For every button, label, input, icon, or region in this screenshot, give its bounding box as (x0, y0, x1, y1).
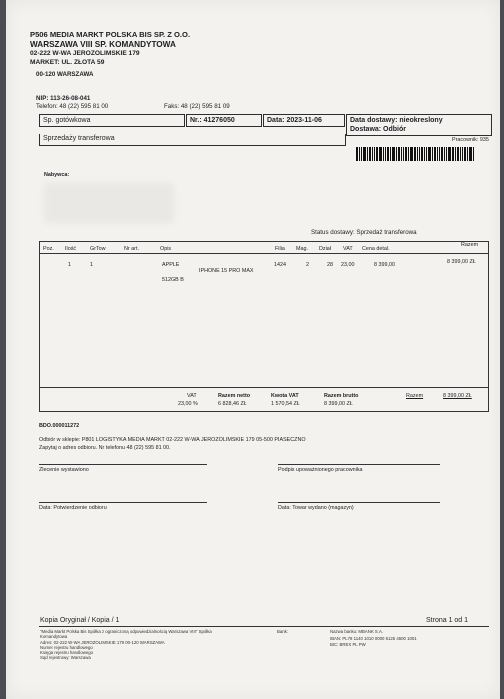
legal-line-3: Adres: 02-222 W-WA JEROZOLIMSKIE 179 00-120 WARSZAWA (40, 640, 165, 645)
totals-razem-value: 8 399,00 ZŁ (443, 393, 472, 399)
totals-vat-value: 23,00 % (178, 401, 198, 407)
document-date: Data: 2023-11-06 (267, 117, 322, 124)
totals-brutto-value: 8 399,00 ZŁ (324, 401, 353, 407)
company-city: 00-120 WARSZAWA (36, 71, 94, 78)
row-variant: 512GB B (162, 277, 184, 283)
barcode-bar (390, 147, 391, 161)
company-line-3: 02-222 W-WA JEROZOLIMSKIE 179 (30, 50, 140, 57)
buyer-label: Nabywca: (44, 172, 70, 178)
col-cena: Cena detal. (362, 246, 390, 252)
pickup-line-1: Odbiór w sklepie: P801 LOGISTYKA MEDIA MARKT 02-222 W-WA JEROZOLIMSKIE 179 05-500 PIASECZNO (39, 437, 306, 443)
company-phone: Telefon: 48 (22) 595 81 00 (36, 103, 109, 110)
barcode-bar (457, 147, 459, 161)
company-line-1: P506 MEDIA MARKT POLSKA BIS SP. Z O.O. (30, 30, 191, 39)
barcode-bar (383, 147, 384, 161)
row-mag: 2 (306, 262, 309, 268)
totals-kwota-value: 1 570,54 ZŁ (271, 401, 300, 407)
legal-line-4: Numer rejestru handlowego (40, 645, 93, 650)
company-line-4: MARKET: UL. ZŁOTA 59 (30, 59, 105, 66)
col-grtow: GrTow (90, 246, 106, 252)
bdo-number: BDO.000011272 (39, 423, 80, 429)
payment-box (39, 114, 185, 127)
col-nrart: Nr art. (124, 246, 139, 252)
row-name: IPHONE 15 PRO MAX (199, 268, 254, 274)
barcode-bar (361, 147, 362, 161)
bank-line-2: IBAN: PL78 1140 1010 0000 5125 4600 1001 (330, 636, 417, 641)
sig-issued: Zlecenie wystawiono (39, 467, 89, 473)
bank-line-3: BIC: BREX PL PW (330, 642, 366, 647)
row-vat: 23,00 (341, 262, 355, 268)
totals-brutto-label: Razem brutto (324, 393, 359, 399)
barcode-bar (385, 147, 386, 161)
bank-label: Bank: (277, 629, 288, 634)
barcode-icon (356, 147, 475, 161)
barcode-bar (396, 147, 397, 161)
barcode-bar (444, 147, 445, 161)
barcode-bar (376, 147, 378, 161)
page-number: Strona 1 od 1 (426, 617, 469, 624)
col-poz: Poz. (43, 246, 54, 252)
barcode-bar (446, 147, 447, 161)
bank-line-1: Nazwa banku: MBANK S.A. (330, 629, 384, 634)
barcode-bar (392, 147, 395, 161)
legal-line-6: Sąd rejestrowy: Warszawa (40, 655, 91, 660)
barcode-bar (460, 147, 461, 161)
col-ilosc: Ilość (65, 246, 77, 252)
col-opis: Opis (160, 246, 172, 252)
barcode-bar (441, 147, 443, 161)
delivery-box (346, 114, 492, 136)
totals-kwota-label: Kwota VAT (271, 393, 299, 399)
barcode-bar (414, 147, 416, 161)
delivery-status: Status dostawy: Sprzedaż transferowa (311, 229, 417, 236)
barcode-bar (437, 147, 438, 161)
col-razem: Razem (461, 242, 479, 248)
copy-label: Kopia Oryginał / Kopia / 1 (40, 617, 120, 624)
sig-authorized: Podpis upoważnionego pracownika (278, 467, 363, 473)
doc-type: Sprzedaży transferowa (43, 135, 115, 142)
barcode-bar (419, 147, 420, 161)
barcode-bar (387, 147, 389, 161)
row-filia: 1424 (274, 262, 286, 268)
barcode-bar (410, 147, 413, 161)
row-brand: APPLE (162, 262, 180, 268)
row-poz: 1 (68, 262, 71, 268)
totals-razem-label: Razem (406, 393, 424, 399)
barcode-bar (428, 147, 431, 161)
delivery-date: Data dostawy: nieokreslony (350, 117, 443, 124)
barcode-bar (462, 147, 463, 161)
barcode-bar (439, 147, 440, 161)
legal-line-1: "Media Markt Polska Bis Spółka z ograniczoną odpowiedzialnością Warszawa VIII" Spółka (40, 629, 212, 634)
employee-number: Pracownik: 935 (452, 137, 489, 143)
barcode-bar (455, 147, 456, 161)
barcode-bar (356, 147, 358, 161)
barcode-bar (464, 147, 466, 161)
barcode-bar (469, 147, 472, 161)
company-fax: Faks: 48 (22) 595 81 09 (164, 103, 230, 110)
date-box (263, 114, 345, 127)
barcode-bar (452, 147, 454, 161)
company-line-2: WARSZAWA VIII SP. KOMANDYTOWA (30, 40, 176, 49)
barcode-bar (434, 147, 436, 161)
barcode-bar (448, 147, 451, 161)
col-mag: Mag. (296, 246, 308, 252)
barcode-bar (417, 147, 418, 161)
col-filia: Filia (275, 246, 285, 252)
barcode-bar (408, 147, 409, 161)
barcode-bar (432, 147, 433, 161)
totals-vat-label: VAT (187, 393, 197, 399)
sig-confirm: Data: Potwierdzenie odbioru (39, 505, 107, 511)
totals-netto-label: Razem netto (218, 393, 251, 399)
row-cena: 8 399,00 (374, 262, 395, 268)
delivery-method: Dostawa: Odbiór (350, 126, 407, 133)
company-nip: NIP: 113-26-08-041 (36, 95, 91, 102)
invoice-sheet (6, 0, 500, 699)
barcode-bar (403, 147, 404, 161)
totals-netto-value: 6 828,46 ZŁ (218, 401, 247, 407)
pickup-line-2: Zapytaj o adres odbioru. Nr telefonu 48 (22) 595 81 00. (39, 445, 171, 451)
barcode-bar (369, 147, 371, 161)
legal-line-2: Komandytowa (40, 634, 68, 639)
doc-type-box (39, 134, 346, 146)
redacted-buyer (44, 183, 174, 223)
col-dzial: Dział (319, 246, 331, 252)
barcode-bar (367, 147, 368, 161)
barcode-bar (426, 147, 427, 161)
payment-type: Sp. gotówkowa (43, 117, 91, 124)
row-ilosc: 1 (90, 262, 93, 268)
legal-line-5: Księga rejestru handlowego (40, 650, 94, 655)
barcode-bar (424, 147, 425, 161)
sig-goods: Data: Towar wydano (magazyn) (278, 505, 354, 511)
barcode-bar (372, 147, 373, 161)
barcode-bar (379, 147, 382, 161)
row-razem: 8 399,00 ZŁ (447, 259, 476, 265)
document-number: Nr.: 41276050 (190, 117, 235, 124)
row-dzial: 28 (327, 262, 333, 268)
barcode-bar (405, 147, 407, 161)
barcode-bar (359, 147, 360, 161)
col-vat: VAT (343, 246, 353, 252)
barcode-bar (467, 147, 468, 161)
barcode-bar (374, 147, 375, 161)
barcode-bar (401, 147, 402, 161)
number-box (186, 114, 262, 127)
barcode-bar (363, 147, 366, 161)
barcode-bar (421, 147, 423, 161)
barcode-bar (398, 147, 400, 161)
barcode-bar (473, 147, 474, 161)
